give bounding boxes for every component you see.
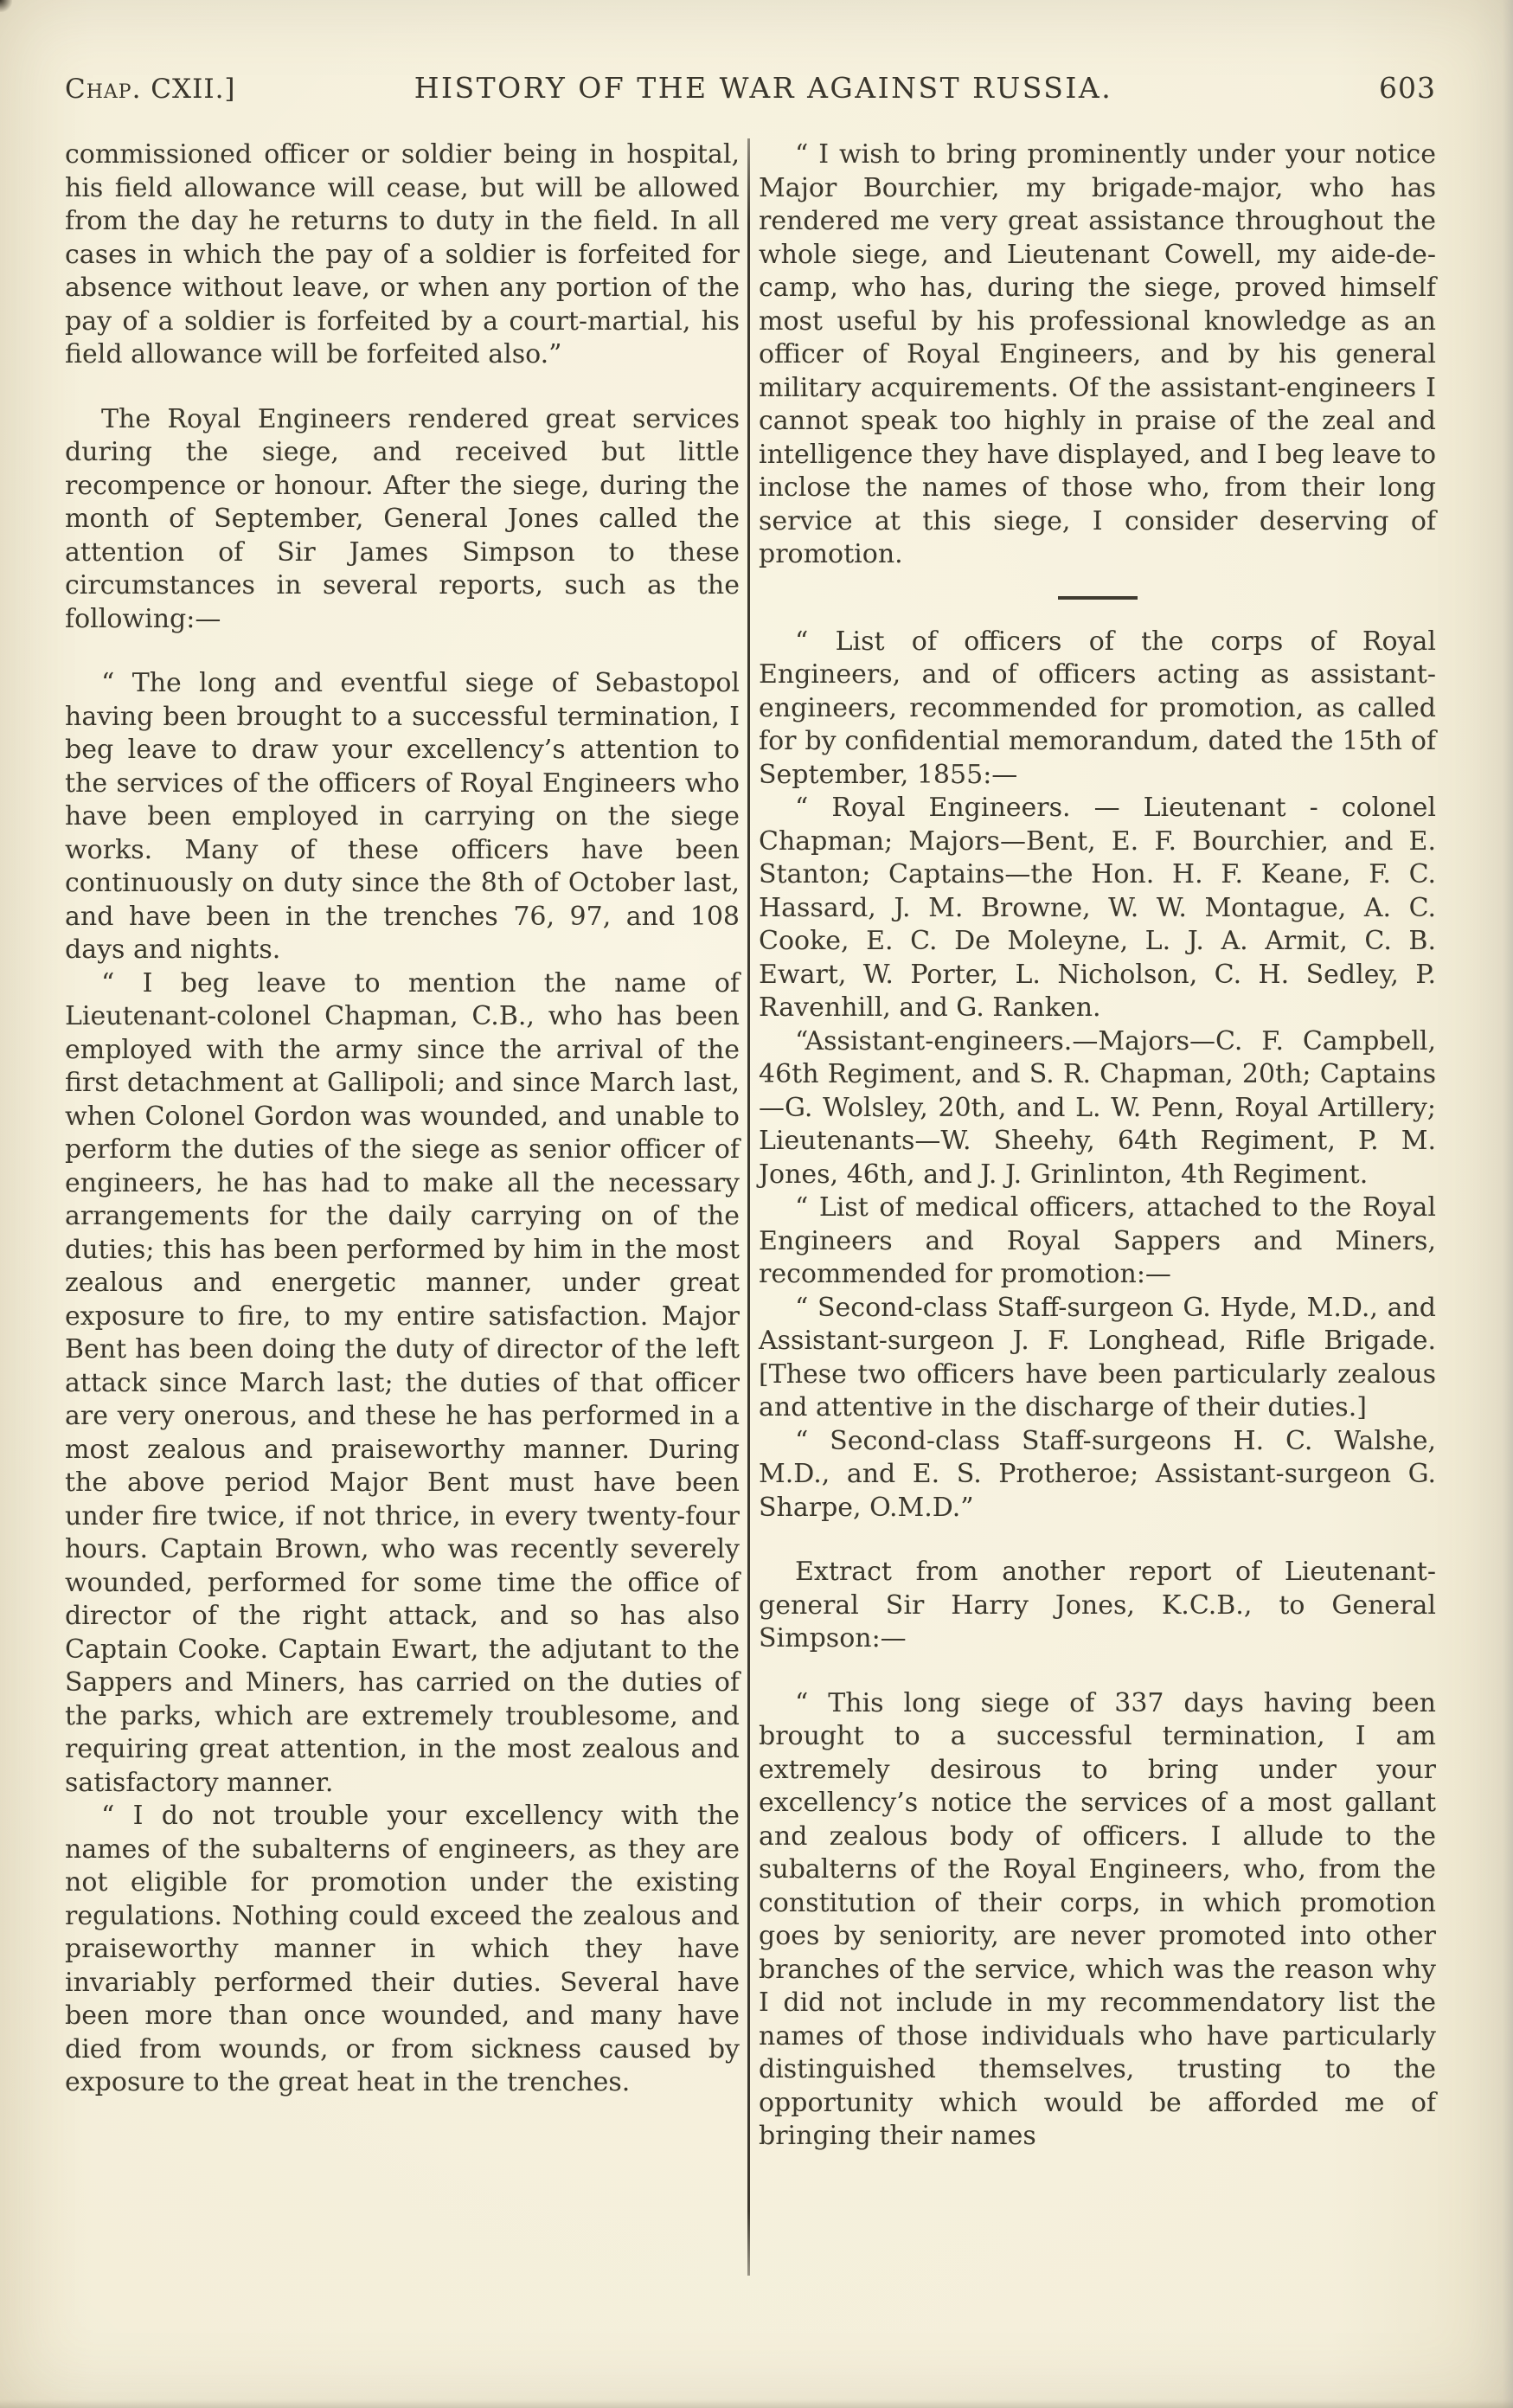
column-divider-rule (747, 138, 750, 2276)
page-number: 603 (1379, 71, 1436, 105)
paragraph: “ Royal Engineers. — Lieutenant - colonel Chapman; Majors—Bent, E. F. Bourchier, and E. Stanton; Captains—the Hon. H. F. Keane, F. C. Hassard, J. M. Browne, W. W. Montague, A. C. Cooke, E. C. De Moleyne, L. J. A. Armit, C. B. Ewart, W. Porter, L. Nicholson, C. H. Sedley, P. Ravenhill, and G. Ranken. (759, 793, 1436, 1023)
scan-edge-shadow-bottom (0, 2399, 1513, 2408)
running-head (65, 71, 1436, 105)
paragraph: “ I do not trouble your excellency with the names of the subalterns of engineers, as they are not eligible for promotion under the existing regulations. Nothing could exceed the zealous and praiseworthy manner in which they have invariably performed their duties. Several have been more than once wounded, and many have died from wounds, or from sickness caused by exposure to the great heat in the trenches. (65, 1801, 740, 2097)
paragraph: commissioned officer or soldier being in hospital, his field allowance will cease, but will be allowed from the day he returns to duty in the field. In all cases in which the pay of a soldier is forfeited for absence without leave, or when any portion of the pay of a soldier is forfeited by a court-martial, his field allowance will be forfeited also.” (65, 139, 740, 369)
right-column (759, 138, 1436, 2276)
left-column (65, 138, 740, 2276)
paragraph: “Assistant-engineers.—Majors—C. F. Campbell, 46th Regiment, and S. R. Chapman, 20th; Captains—G. Wolsley, 20th, and L. W. Penn, Royal Artillery; Lieutenants—W. Sheehy, 64th Regiment, P. M. Jones, 46th, and J. J. Grinlinton, 4th Regiment. (759, 1025, 1436, 1190)
paragraph: “ I beg leave to mention the name of Lieutenant-colonel Chapman, C.B., who has been employed with the army since the arrival of the first detachment at Gallipoli; and since March last, when Colonel Gordon was wounded, and unable to perform the duties of the siege as senior officer of engineers, he has had to make all the necessary arrangements for the daily carrying on of the duties; this has been performed by him in the most zealous and energetic manner, under great exposure to fire, to my entire satisfaction. Major Bent has been doing the duty of director of the left attack since March last; the duties of that officer are very onerous, and these he has performed in a most zealous and praiseworthy manner. During the above period Major Bent must have been under fire twice, if not thrice, in every twenty-four hours. Captain Brown, who was recently severely wounded, performed for some time the office of director of the right attack, and so has also Captain Cooke. Captain Ewart, the adjutant to the Sappers and Miners, has carried on the duties of the parks, which are extremely troublesome, and requiring great attention, in the most zealous and satisfactory manner. (65, 967, 740, 1798)
paragraph: “ List of medical officers, attached to the Royal Engineers and Royal Sappers and Miners, recommended for promotion:— (759, 1192, 1436, 1289)
paragraph: “ Second-class Staff-surgeon G. Hyde, M.D., and Assistant-surgeon J. F. Longhead, Rifle Brigade. [These two officers have been particularly zealous and attentive in the discharge of their duties.] (759, 1292, 1436, 1422)
text-columns (65, 138, 1436, 2276)
paragraph: Extract from another report of Lieutenant-general Sir Harry Jones, K.C.B., to General Simpson:— (759, 1557, 1436, 1653)
page-title: HISTORY OF THE WAR AGAINST RUSSIA. (414, 71, 1113, 105)
paragraph: “ The long and eventful siege of Sebastopol having been brought to a successful termination, I beg leave to draw your excellency’s attention to the services of the officers of Royal Engineers who have been employed in carrying on the siege works. Many of these officers have been continuously on duty since the 8th of October last, and have been in the trenches 76, 97, and 108 days and nights. (65, 668, 740, 965)
scan-edge-shadow-right (1503, 0, 1513, 2408)
section-divider-rule (1058, 596, 1138, 600)
paragraph: “ This long siege of 337 days having been brought to a successful termination, I am extremely desirous to bring under your excellency’s notice the services of a most gallant and zealous body of officers. I allude to the subalterns of the Royal Engineers, who, from the constitution of their corps, in which promotion goes by seniority, are never promoted into other branches of the service, which was the reason why I did not include in my recommendatory list the names of those individuals who have particularly distinguished themselves, trusting to the opportunity which would be afforded me of bringing their names (759, 1687, 1436, 2151)
scan-corner-smudge (0, 0, 12, 12)
chapter-label: Chap. CXII.] (65, 74, 236, 105)
paragraph: “ List of officers of the corps of Royal Engineers, and of officers acting as assistant-engineers, recommended for promotion, as called for by confidential memorandum, dated the 15th of September, 1855:— (759, 626, 1436, 790)
paragraph: The Royal Engineers rendered great services during the siege, and received but little recompence or honour. After the siege, during the month of September, General Jones called the attention of Sir James Simpson to these circumstances in several reports, such as the following:— (65, 403, 740, 634)
paragraph: “ Second-class Staff-surgeons H. C. Walshe, M.D., and E. S. Protheroe; Assistant-surgeon G. Sharpe, O.M.D.” (759, 1425, 1436, 1523)
paragraph: “ I wish to bring prominently under your notice Major Bourchier, my brigade-major, who has rendered me very great assistance throughout the whole siege, and Lieutenant Cowell, my aide-de-camp, who has, during the siege, proved himself most useful by his professional knowledge as an officer of Royal Engineers, and by his general military acquirements. Of the assistant-engineers I cannot speak too highly in praise of the zeal and intelligence they have displayed, and I beg leave to inclose the names of those who, from their long service at this siege, I consider deserving of promotion. (759, 139, 1436, 569)
